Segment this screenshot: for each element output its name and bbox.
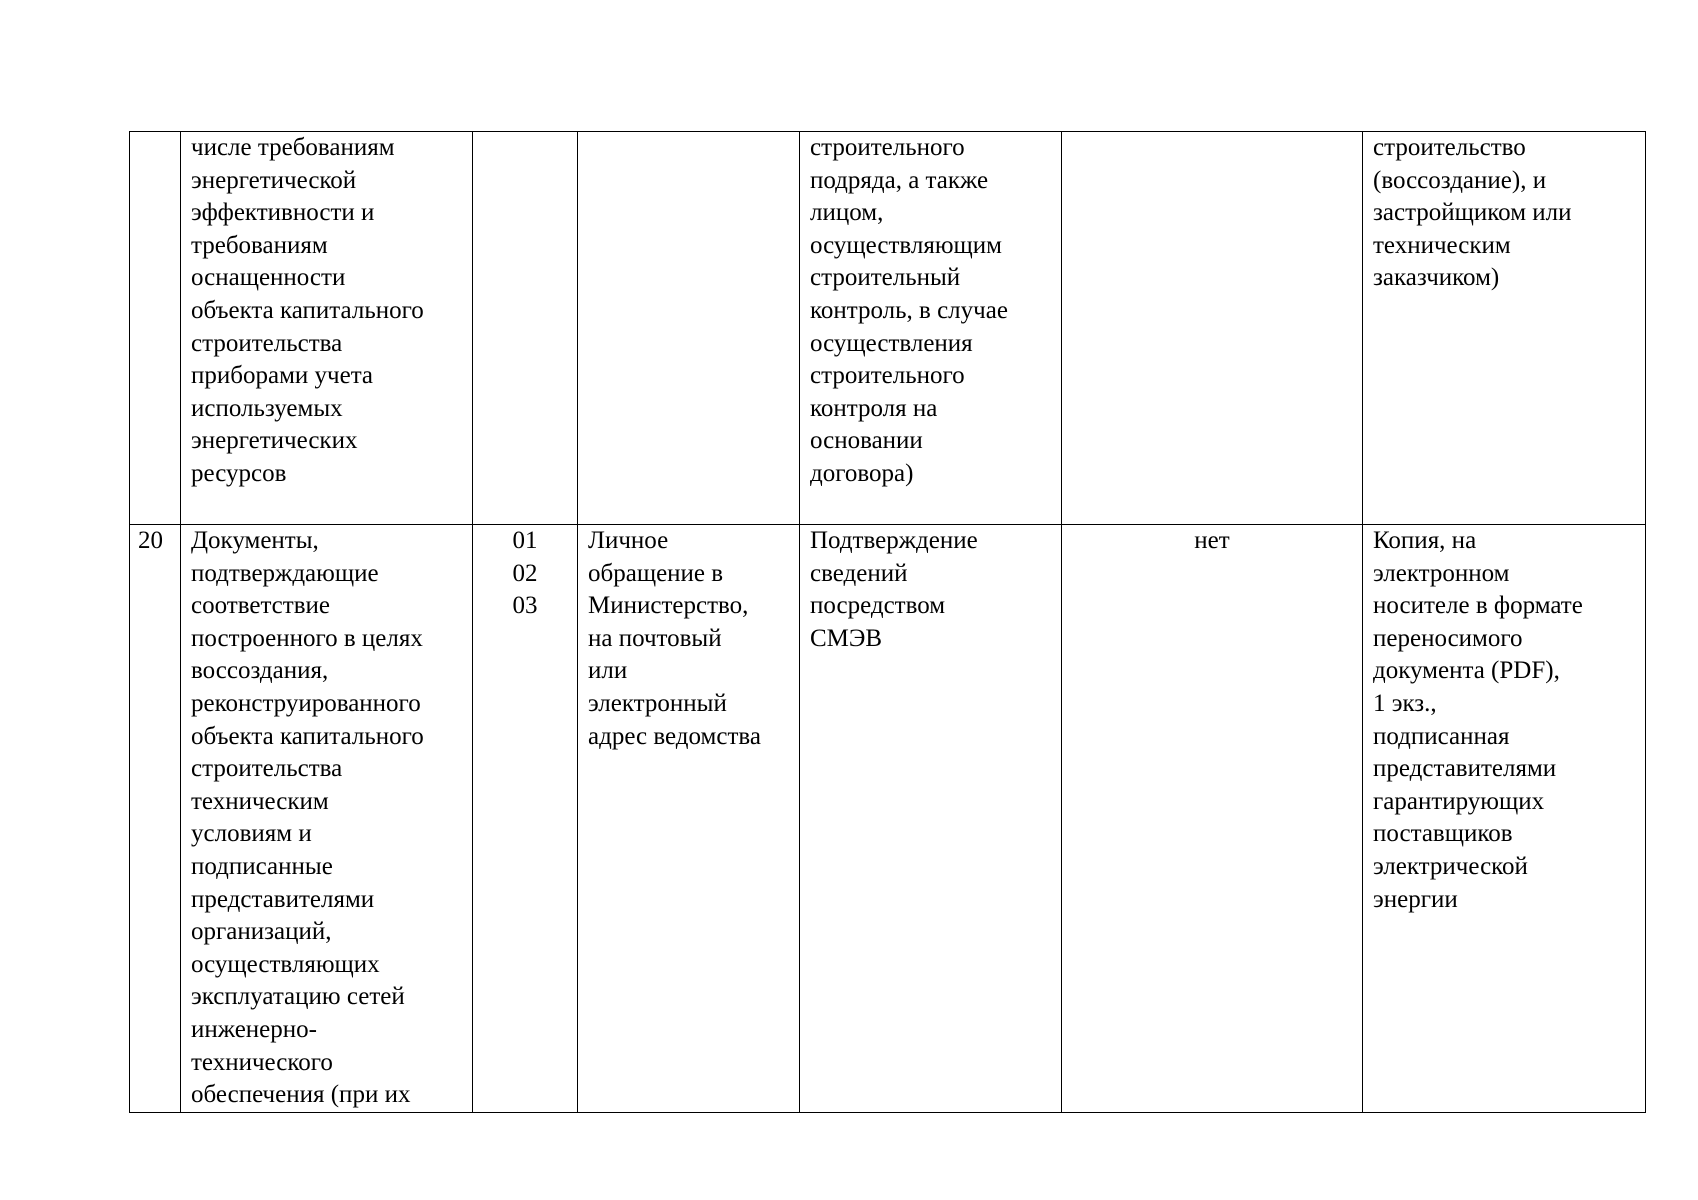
cell-text-line: застройщиком или: [1373, 199, 1572, 227]
cell-text-line: инженерно-: [191, 1015, 317, 1043]
cell-text-line: контроля на: [810, 394, 938, 422]
cell-text-line: техническим: [1373, 231, 1511, 259]
refusal-value: нет: [1194, 527, 1230, 554]
row-number-cell: [130, 525, 181, 1113]
cell-text-line: поставщиков: [1373, 820, 1513, 848]
cell-text-line: энергии: [1373, 885, 1458, 913]
cell-text-line: 02: [512, 559, 538, 587]
table-row: [130, 132, 1646, 525]
cell-text-line: обеспечения (при их: [191, 1081, 411, 1109]
requirements-cell: [1363, 525, 1646, 1113]
method-cell: [578, 132, 800, 525]
cell-text-line: объекта капитального: [191, 296, 424, 324]
cell-text-line: (воссоздание), и: [1373, 166, 1547, 194]
cell-text-line: эффективности и: [191, 199, 375, 227]
cell-text-line: строительного: [810, 362, 965, 390]
cell-text-line: 01: [512, 527, 538, 554]
cell-text-line: Документы,: [191, 527, 319, 554]
document-cell: [181, 525, 473, 1113]
cell-text-line: Министерство,: [588, 592, 749, 620]
cell-text-line: сведений: [810, 559, 908, 587]
document-cell: [181, 132, 473, 525]
cell-text-line: энергетических: [191, 427, 358, 455]
cell-text-line: обращение в: [588, 559, 724, 587]
cell-text-line: используемых: [191, 394, 343, 422]
requirements-cell: [1363, 132, 1646, 525]
cell-text-line: или: [588, 657, 628, 685]
cell-text-line: объекта капитального: [191, 722, 424, 750]
cell-text-line: представителями: [1373, 755, 1557, 783]
cell-text-line: подряда, а также: [810, 166, 989, 194]
table-row: [130, 525, 1646, 1113]
cell-text-line: на почтовый: [588, 624, 722, 652]
cell-text-line: эксплуатацию сетей: [191, 983, 405, 1011]
cell-text-line: лицом,: [810, 199, 884, 227]
cell-text-line: числе требованиям: [191, 134, 395, 161]
cell-text-line: Подтверждение: [810, 527, 978, 554]
refusal-cell: [1062, 132, 1363, 525]
cell-text-line: осуществляющим: [810, 231, 1002, 259]
cell-text-line: электронном: [1373, 559, 1510, 587]
method-cell: [578, 525, 800, 1113]
cell-text-line: Личное: [588, 527, 669, 554]
cell-text-line: строительство: [1373, 134, 1526, 161]
cell-text-line: основании: [810, 427, 923, 455]
cell-text-line: энергетической: [191, 166, 357, 194]
cell-text-line: оснащенности: [191, 264, 346, 292]
cell-text-line: заказчиком): [1373, 264, 1500, 292]
cell-text-line: договора): [810, 459, 914, 487]
cell-text-line: соответствие: [191, 592, 330, 620]
cell-text-line: 03: [512, 592, 538, 620]
cell-text-line: контроль, в случае: [810, 296, 1008, 324]
refusal-cell: [1062, 525, 1363, 1113]
cell-text-line: приборами учета: [191, 362, 374, 390]
cell-text-line: переносимого: [1373, 624, 1523, 652]
cell-text-line: техническим: [191, 787, 329, 815]
row-number-cell: [130, 132, 181, 525]
cell-text-line: адрес ведомства: [588, 722, 761, 750]
requirements-table: [129, 131, 1646, 1113]
cell-text-line: строительства: [191, 329, 343, 357]
cell-text-line: строительный: [810, 264, 961, 292]
cell-text-line: подписанная: [1373, 722, 1510, 750]
codes-cell: [473, 525, 578, 1113]
cell-text-line: построенного в целях: [191, 624, 423, 652]
cell-text-line: носителе в формате: [1373, 592, 1583, 620]
cell-text-line: представителями: [191, 885, 375, 913]
cell-text-line: СМЭВ: [810, 624, 883, 652]
cell-text-line: организаций,: [191, 918, 332, 946]
cell-text-line: строительного: [810, 134, 965, 161]
cell-text-line: документа (PDF),: [1373, 657, 1560, 685]
source-cell: [800, 525, 1062, 1113]
cell-text-line: условиям и: [191, 820, 312, 848]
cell-text-line: технического: [191, 1048, 333, 1076]
cell-text-line: воссоздания,: [191, 657, 329, 685]
row-number: 20: [138, 527, 163, 554]
cell-text-line: гарантирующих: [1373, 787, 1545, 815]
cell-text-line: электрической: [1373, 852, 1528, 880]
cell-text-line: 1 экз.,: [1373, 689, 1437, 717]
cell-text-line: осуществляющих: [191, 950, 380, 978]
cell-text-line: реконструированного: [191, 689, 421, 717]
cell-text-line: требованиям: [191, 231, 328, 259]
source-cell: [800, 132, 1062, 525]
cell-text-line: подписанные: [191, 852, 333, 880]
cell-text-line: подтверждающие: [191, 559, 379, 587]
cell-text-line: Копия, на: [1373, 527, 1477, 554]
cell-text-line: посредством: [810, 592, 946, 620]
cell-text-line: строительства: [191, 755, 343, 783]
codes-cell: [473, 132, 578, 525]
cell-text-line: электронный: [588, 689, 727, 717]
cell-text-line: осуществления: [810, 329, 973, 357]
cell-text-line: ресурсов: [191, 459, 287, 487]
